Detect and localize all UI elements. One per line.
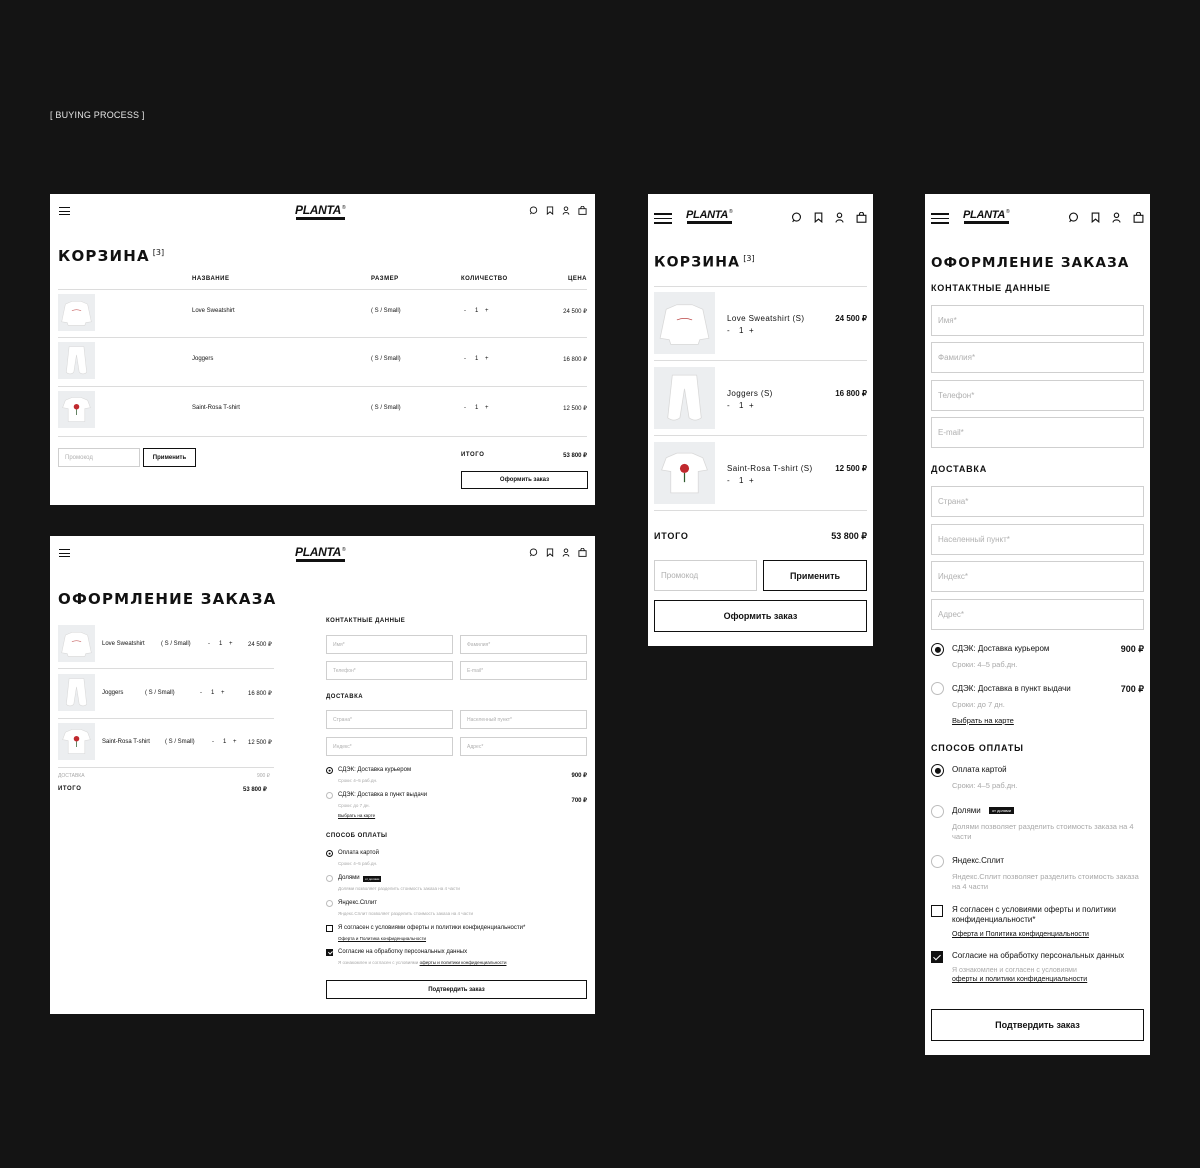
bag-icon[interactable] [1133, 212, 1144, 223]
address-input[interactable]: Адрес* [931, 599, 1144, 630]
cart-count: [3] [743, 254, 755, 263]
summary-total-label: ИТОГО [58, 786, 82, 792]
divider [58, 668, 274, 669]
product-image-tshirt[interactable] [654, 442, 715, 504]
payment-heading: СПОСОБ ОПЛАТЫ [326, 833, 388, 839]
dolyami-badge: от долями [989, 807, 1014, 814]
qty-value: 1 [475, 356, 479, 362]
bookmark-icon[interactable] [546, 206, 554, 215]
contact-heading: КОНТАКТНЫЕ ДАННЫЕ [326, 618, 406, 624]
personal-data-link[interactable]: оферты и политики конфиденциальности [952, 976, 1088, 983]
user-icon[interactable] [1112, 212, 1121, 223]
phone-input[interactable]: Телефон* [931, 380, 1144, 411]
search-icon[interactable] [1068, 212, 1079, 223]
payment-heading: СПОСОБ ОПЛАТЫ [931, 743, 1024, 753]
user-icon[interactable] [562, 206, 570, 215]
item-name[interactable]: Joggers [102, 690, 124, 696]
product-image-sweatshirt[interactable] [58, 625, 95, 662]
product-image-joggers[interactable] [58, 342, 95, 379]
brand-logo[interactable] [295, 203, 345, 217]
offer-consent-label[interactable]: Я согласен с условиями оферты и политики конфиденциальности* [952, 905, 1116, 924]
total-label: ИТОГО [654, 531, 689, 541]
qty-value: 1 [223, 739, 227, 745]
logo-text: PLANTA [963, 209, 1005, 221]
contact-heading: КОНТАКТНЫЕ ДАННЫЕ [931, 283, 1051, 293]
country-input[interactable]: Страна* [326, 710, 453, 729]
qty-value: 1 [475, 308, 479, 314]
logo-reg: ® [341, 547, 346, 553]
qty-value: 1 [739, 326, 744, 335]
summary-delivery-label: ДОСТАВКА [58, 773, 85, 779]
item-price: 12 500 ₽ [835, 464, 867, 473]
personal-data-checkbox[interactable] [931, 951, 943, 963]
item-name[interactable]: Love Sweatshirt (S) [727, 314, 805, 323]
qty-plus-button[interactable]: + [485, 308, 489, 314]
cart-title-text: КОРЗИНА [58, 247, 150, 265]
delivery-option-price: 900 ₽ [571, 773, 587, 779]
promo-code-input[interactable]: Промокод [654, 560, 757, 591]
delivery-option-label[interactable]: СДЭК: Доставка в пункт выдачи [952, 684, 1071, 693]
delivery-option-price: 700 ₽ [1120, 684, 1144, 694]
item-price: 24 500 ₽ [563, 309, 587, 315]
col-header-price: ЦЕНА [567, 276, 587, 282]
last-name-input[interactable]: Фамилия* [931, 342, 1144, 373]
apply-promo-button[interactable]: Применить [763, 560, 867, 591]
col-header-qty: КОЛИЧЕСТВО [461, 276, 508, 282]
divider [58, 386, 587, 387]
qty-plus-button[interactable]: + [233, 739, 237, 745]
map-link[interactable]: Выбрать на карте [952, 716, 1014, 725]
payment-option-note: Долями позволяет разделить стоимость заказа на 4 части [338, 886, 460, 891]
payment-radio-split[interactable] [326, 900, 333, 907]
item-name[interactable]: Joggers [192, 356, 214, 362]
offer-consent-link[interactable]: Оферта и Политика конфиденциальности [338, 936, 427, 941]
divider [58, 718, 274, 719]
offer-consent-checkbox[interactable] [326, 925, 333, 932]
payment-radio-dolyami[interactable] [326, 875, 333, 882]
confirm-order-button[interactable]: Подтвердить заказ [326, 980, 587, 999]
divider [654, 360, 867, 361]
delivery-option-price: 700 ₽ [571, 798, 587, 804]
header-icons [529, 548, 587, 557]
delivery-option-note: Сроки: 4–5 раб.дн. [338, 778, 378, 783]
personal-data-note [338, 960, 506, 965]
apply-promo-button[interactable]: Применить [143, 448, 196, 467]
phone-input[interactable]: Телефон* [326, 661, 453, 680]
qty-minus-button[interactable]: - [464, 356, 466, 362]
bag-icon[interactable] [578, 206, 587, 215]
user-icon[interactable] [835, 212, 844, 223]
search-icon[interactable] [529, 206, 538, 215]
personal-data-note-text: Я ознакомлен и согласен с условиями [338, 960, 419, 965]
search-icon[interactable] [791, 212, 802, 223]
payment-option-label[interactable]: Яндекс.Сплит [338, 900, 378, 906]
delivery-option-note: Сроки: до 7 дн. [338, 803, 370, 808]
qty-plus-button[interactable]: + [485, 405, 489, 411]
divider [58, 337, 587, 338]
payment-radio-card[interactable] [326, 850, 333, 857]
search-icon[interactable] [529, 548, 538, 557]
header-icons [529, 206, 587, 215]
item-price: 12 500 ₽ [248, 740, 272, 746]
product-image-joggers[interactable] [58, 674, 95, 711]
offer-consent-label[interactable]: Я согласен с условиями оферты и политики конфиденциальности* [338, 925, 526, 931]
personal-data-label[interactable]: Согласие на обработку персональных данных [952, 951, 1125, 960]
checkout-button[interactable]: Оформить заказ [461, 471, 588, 489]
logo-reg: ® [729, 209, 733, 216]
bookmark-icon[interactable] [1091, 212, 1100, 223]
col-header-size: РАЗМЕР [371, 276, 399, 282]
delivery-option-label[interactable]: СДЭК: Доставка курьером [338, 767, 412, 773]
desktop-cart-screen [50, 194, 595, 505]
qty-minus-button[interactable]: - [727, 326, 730, 335]
divider [58, 767, 274, 768]
zip-input[interactable]: Индекс* [326, 737, 453, 756]
city-input[interactable]: Населенный пункт* [460, 710, 587, 729]
header-icons [1068, 212, 1144, 223]
cart-count: [3] [152, 248, 165, 257]
divider [654, 510, 867, 511]
qty-minus-button[interactable]: - [464, 405, 466, 411]
item-name[interactable]: Joggers (S) [727, 389, 773, 398]
delivery-option-label[interactable]: СДЭК: Доставка курьером [952, 644, 1050, 653]
header-icons [791, 212, 867, 223]
bookmark-icon[interactable] [814, 212, 823, 223]
delivery-option-label[interactable]: СДЭК: Доставка в пункт выдачи [338, 792, 428, 798]
delivery-option-note: Сроки: до 7 дн. [952, 700, 1005, 709]
desktop-checkout-screen [50, 536, 595, 1014]
total-value: 53 800 ₽ [831, 531, 867, 541]
product-image-sweatshirt[interactable] [654, 292, 715, 354]
map-link[interactable]: Выбрать на карте [338, 813, 376, 818]
item-size: ( S / Small) [371, 308, 401, 314]
divider [58, 289, 587, 290]
item-name[interactable]: Love Sweatshirt [192, 308, 235, 314]
menu-icon[interactable] [654, 213, 672, 224]
bookmark-icon[interactable] [546, 548, 554, 557]
payment-option-label[interactable]: Долями [338, 875, 360, 881]
mobile-cart-screen [648, 194, 873, 646]
item-price: 16 800 ₽ [248, 691, 272, 697]
item-price: 24 500 ₽ [835, 314, 867, 323]
offer-consent-link[interactable]: Оферта и Политика конфиденциальности [952, 931, 1089, 938]
product-image-tshirt[interactable] [58, 391, 95, 428]
qty-value: 1 [475, 405, 479, 411]
product-image-joggers[interactable] [654, 367, 715, 429]
item-name[interactable]: Saint-Rosa T-shirt (S) [727, 464, 813, 473]
total-label: ИТОГО [461, 452, 485, 458]
qty-value: 1 [219, 641, 223, 647]
address-input[interactable]: Адрес* [460, 737, 587, 756]
brand-logo[interactable] [963, 209, 1009, 221]
item-price: 24 500 ₽ [248, 642, 272, 648]
delivery-radio-pickup[interactable] [931, 682, 944, 695]
delivery-option-note: Сроки: 4–5 раб.дн. [952, 660, 1018, 669]
payment-option-label[interactable]: Оплата картой [952, 765, 1007, 774]
logo-text: PLANTA [295, 203, 341, 217]
payment-option-note: Яндекс.Сплит позволяет разделить стоимость заказа на 4 части [338, 911, 473, 916]
bag-icon[interactable] [578, 548, 587, 557]
brand-logo[interactable] [295, 545, 345, 559]
item-price: 16 800 ₽ [835, 389, 867, 398]
first-name-input[interactable]: Имя* [326, 635, 453, 654]
delivery-radio-courier[interactable] [931, 643, 944, 656]
item-size: ( S / Small) [165, 739, 195, 745]
qty-minus-button[interactable]: - [464, 308, 466, 314]
qty-plus-button[interactable]: + [749, 326, 754, 335]
qty-minus-button[interactable]: - [727, 476, 730, 485]
qty-minus-button[interactable]: - [208, 641, 210, 647]
qty-value: 1 [211, 690, 215, 696]
menu-icon[interactable] [59, 549, 70, 557]
summary-total-value: 53 800 ₽ [243, 787, 267, 793]
qty-minus-button[interactable]: - [727, 401, 730, 410]
personal-data-label[interactable]: Согласие на обработку персональных данных [338, 949, 468, 955]
checkout-title: ОФОРМЛЕНИЕ ЗАКАЗА [931, 255, 1130, 271]
promo-code-input[interactable]: Промокод [58, 448, 140, 467]
product-image-tshirt[interactable] [58, 723, 95, 760]
col-header-name: НАЗВАНИЕ [192, 276, 230, 282]
checkout-button[interactable]: Оформить заказ [654, 600, 867, 632]
email-input[interactable]: E-mail* [460, 661, 587, 680]
qty-plus-button[interactable]: + [229, 641, 233, 647]
total-value: 53 800 ₽ [563, 453, 587, 459]
item-size: ( S / Small) [161, 641, 191, 647]
payment-radio-split[interactable] [931, 855, 944, 868]
personal-data-link[interactable]: оферты и политики конфиденциальности [419, 960, 507, 965]
qty-plus-button[interactable]: + [749, 401, 754, 410]
logo-text: PLANTA [295, 545, 341, 559]
product-image-sweatshirt[interactable] [58, 294, 95, 331]
item-name[interactable]: Saint-Rosa T-shirt [102, 739, 150, 745]
logo-reg: ® [1006, 209, 1010, 216]
delivery-radio-pickup[interactable] [326, 792, 333, 799]
logo-text: PLANTA [686, 209, 728, 221]
logo-reg: ® [341, 205, 346, 211]
section-label: [ BUYING PROCESS ] [50, 110, 145, 120]
user-icon[interactable] [562, 548, 570, 557]
payment-option-label[interactable]: Оплата картой [338, 850, 379, 856]
divider [654, 286, 867, 287]
offer-consent-checkbox[interactable] [931, 905, 943, 917]
qty-value: 1 [739, 401, 744, 410]
qty-minus-button[interactable]: - [212, 739, 214, 745]
item-price: 12 500 ₽ [563, 406, 587, 412]
cart-title [654, 254, 755, 271]
item-name[interactable]: Love Sweatshirt [102, 641, 145, 647]
city-input[interactable]: Населенный пункт* [931, 524, 1144, 555]
payment-option-label[interactable]: Долями [952, 806, 981, 815]
payment-option-note: Сроки: 4–5 раб.дн. [952, 781, 1018, 790]
bag-icon[interactable] [856, 212, 867, 223]
personal-data-checkbox[interactable] [326, 949, 333, 956]
item-size: ( S / Small) [371, 405, 401, 411]
cart-title-text: КОРЗИНА [654, 254, 741, 271]
payment-radio-card[interactable] [931, 764, 944, 777]
item-size: ( S / Small) [371, 356, 401, 362]
item-size: ( S / Small) [145, 690, 175, 696]
last-name-input[interactable]: Фамилия* [460, 635, 587, 654]
delivery-radio-courier[interactable] [326, 767, 333, 774]
delivery-heading: ДОСТАВКА [931, 464, 988, 474]
payment-radio-dolyami[interactable] [931, 805, 944, 818]
payment-option-note: Сроки: 4–5 раб.дн. [338, 861, 378, 866]
payment-option-note: Яндекс.Сплит позволяет разделить стоимость заказа на 4 части [952, 872, 1139, 891]
qty-minus-button[interactable]: - [200, 690, 202, 696]
item-name[interactable]: Saint-Rosa T-shirt [192, 405, 240, 411]
divider [58, 436, 587, 437]
qty-value: 1 [739, 476, 744, 485]
qty-plus-button[interactable]: + [485, 356, 489, 362]
brand-logo[interactable] [686, 209, 732, 221]
personal-data-note: Я ознакомлен и согласен с условиями [952, 967, 1077, 974]
item-price: 16 800 ₽ [563, 357, 587, 363]
dolyami-badge: от долями [365, 877, 380, 881]
menu-icon[interactable] [931, 213, 949, 224]
qty-plus-button[interactable]: + [221, 690, 225, 696]
delivery-heading: ДОСТАВКА [326, 694, 364, 700]
checkout-title: ОФОРМЛЕНИЕ ЗАКАЗА [58, 590, 277, 608]
divider [654, 435, 867, 436]
first-name-input[interactable]: Имя* [931, 305, 1144, 336]
mobile-checkout-screen [925, 194, 1150, 1055]
menu-icon[interactable] [59, 207, 70, 215]
summary-delivery-value: 900 ₽ [257, 773, 270, 779]
payment-option-label[interactable]: Яндекс.Сплит [952, 856, 1005, 865]
delivery-option-price: 900 ₽ [1120, 644, 1144, 654]
confirm-order-button[interactable]: Подтвердить заказ [931, 1009, 1144, 1041]
cart-title [58, 247, 164, 265]
email-input[interactable]: E-mail* [931, 417, 1144, 448]
payment-option-note: Долями позволяет разделить стоимость заказа на 4 части [952, 822, 1134, 841]
qty-plus-button[interactable]: + [749, 476, 754, 485]
country-input[interactable]: Страна* [931, 486, 1144, 517]
zip-input[interactable]: Индекс* [931, 561, 1144, 592]
